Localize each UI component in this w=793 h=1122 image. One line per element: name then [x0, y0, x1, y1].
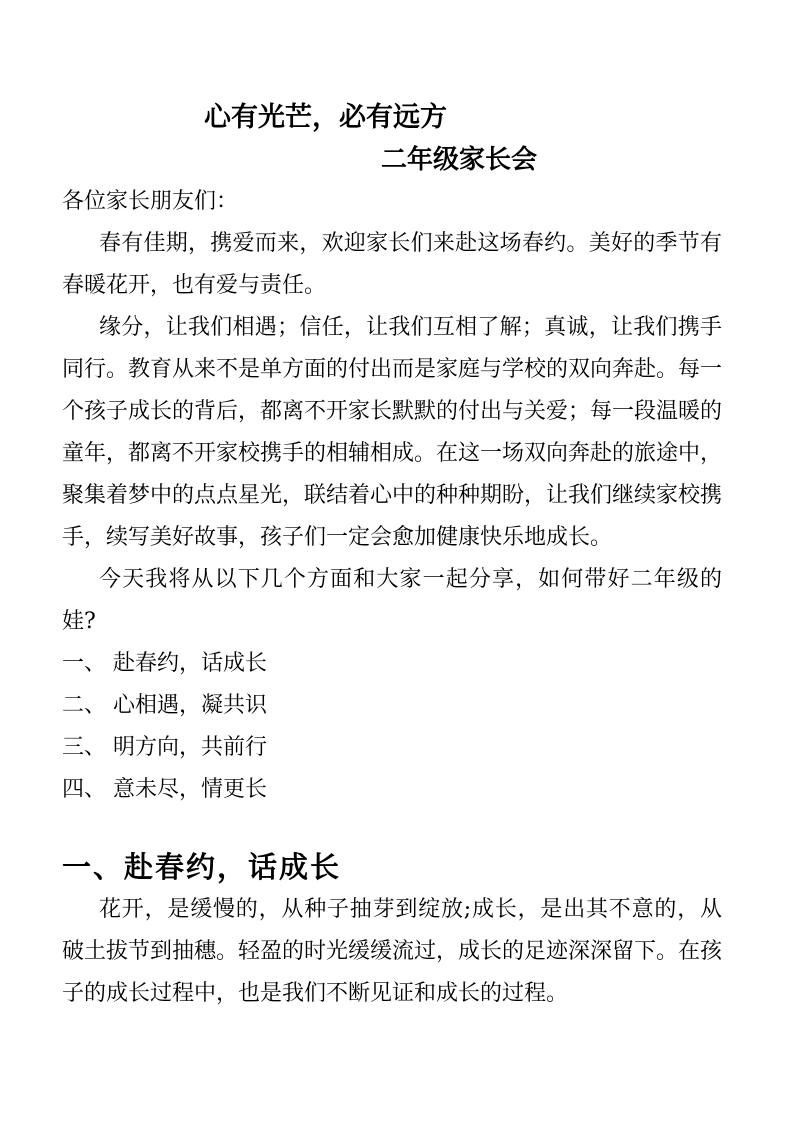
agenda-item-3: 三、 明方向，共前行 [62, 735, 267, 760]
document-title: 心有光芒，必有远方 [204, 102, 447, 133]
section-heading-1: 一、赴春约，话成长 [62, 850, 342, 884]
paragraph-welcome: 春有佳期，携爱而来，欢迎家长们来赴这场春约。美好的季节有春暖花开，也有爱与责任。 [62, 231, 722, 298]
agenda-item-4: 四、 意未尽，情更长 [62, 777, 267, 802]
agenda-item-1: 一、 赴春约，话成长 [62, 651, 267, 676]
agenda-list [62, 643, 722, 811]
agenda-item-2: 二、 心相遇，凝共识 [62, 693, 267, 718]
section-1-paragraph: 花开，是缓慢的，从种子抽芽到绽放;成长，是出其不意的，从破土拔节到抽穗。轻盈的时光缓缓流过，成长的足迹深深留下。在孩子的成长过程中，也是我们不断见证和成长的过程。 [62, 897, 723, 1006]
paragraph-agenda-intro: 今天我将从以下几个方面和大家一起分享，如何带好二年级的娃? [62, 567, 722, 634]
paragraph-cooperation: 缘分，让我们相遇；信任，让我们互相了解；真诚，让我们携手同行。教育从来不是单方面的付出而是家庭与学校的双向奔赴。每一个孩子成长的背后，都离不开家长默默的付出与关爱；每一段温暖的童年，都离不开家校携手的相辅相成。在这一场双向奔赴的旅途中，聚集着梦中的点点星光，联结着心中的种种期盼，让我们继续家校携手，续写美好故事，孩子们一定会愈加健康快乐地成长。 [62, 315, 723, 550]
salutation-line: 各位家长朋友们： [62, 189, 239, 214]
document-subtitle: 二年级家长会 [381, 145, 538, 175]
